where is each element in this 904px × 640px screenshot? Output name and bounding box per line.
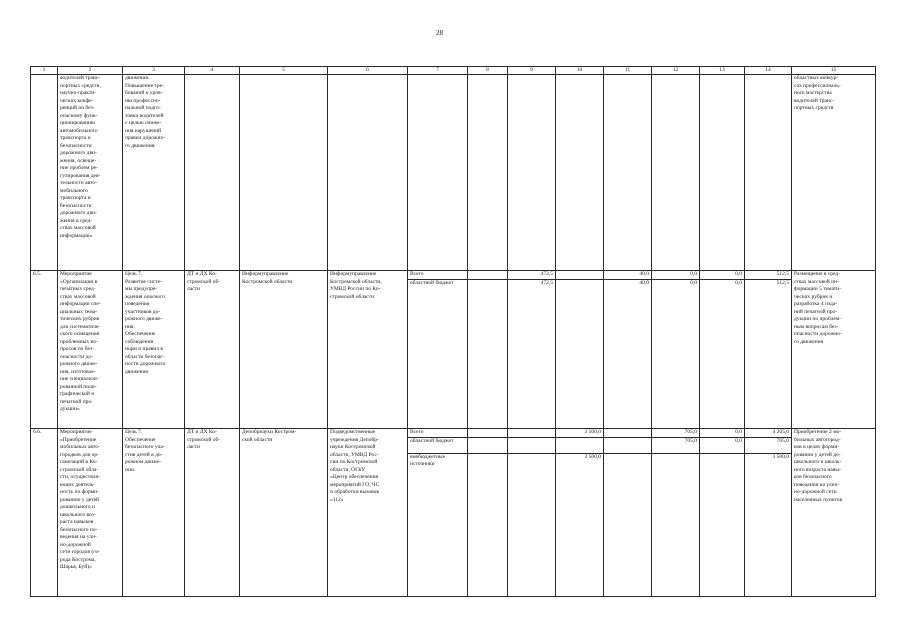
amount-c12-value: 0,0 (690, 279, 697, 286)
amount-c14-value: 512,5 (745, 271, 791, 280)
measure-name: Мероприятие «Организация в печатных сред- ствах массовой информации спе- циальных тема- тических рубрик для систематиче- ского освещения проблемных во- просов по без- опасности до- рожного движе- ния, изготовле- ние специализи- рованной поли- графической и печатной про- дукции» (58, 271, 123, 429)
amount-c8 (468, 429, 508, 597)
funding-source (408, 271, 468, 429)
amount-c12 (652, 75, 700, 271)
amount-c9 (508, 429, 556, 597)
measure-goal: Цель 7. Обеспечение безопасного уча- стия детей в до- рожном движе- нии. (123, 429, 185, 597)
amount-c10 (556, 75, 604, 271)
funding-source-value: Всего (408, 271, 467, 280)
column-header-2: 2 (58, 67, 123, 75)
amount-c11-value (604, 429, 651, 438)
measure-number: 6.6. (31, 429, 58, 597)
column-number-row (31, 67, 876, 75)
table-row (31, 429, 876, 597)
program-table (30, 66, 876, 597)
amount-c13-value (700, 454, 744, 469)
amount-c11-value (604, 454, 651, 469)
funding-source (408, 429, 468, 597)
funding-source-value: областной бюджет (408, 438, 467, 454)
amount-c12 (652, 271, 700, 429)
measure-number (31, 75, 58, 271)
amount-c13-value: 0,0 (700, 271, 744, 280)
expected-result: Размещение в сред- ствах массовой ин- формации 5 темати- ческих рубрик и разработка 4 изда- ний печатной про- дукции по проблем- ным вопросам без- опасности дорожно- го движения (792, 271, 876, 429)
table-row (31, 75, 876, 271)
funding-source-value: Всего (408, 429, 467, 438)
funding-source-value: областной бюджет (410, 279, 454, 286)
amount-c8-value (468, 271, 507, 280)
column-header-3: 3 (123, 67, 185, 75)
amount-c12-value: 0,0 (652, 271, 699, 280)
funding-source-value: внебюджетные источники (410, 453, 446, 467)
column-header-6: 6 (328, 67, 408, 75)
funding-source (408, 75, 468, 271)
column-header-1: 1 (31, 67, 58, 75)
amount-c11 (604, 271, 652, 429)
amount-c12-value: 705,0 (652, 429, 699, 438)
amount-c8-value (468, 280, 507, 295)
participants: Информуправление Костромской области, УМВД России по Ко- стромской области (328, 271, 408, 429)
amount-c14-value: 705,0 (745, 438, 791, 454)
amount-c14-value: 4 205,0 (745, 429, 791, 438)
measure-name: Мероприятие «Приобретение мобильных авто- городков для ор- ганизаций в Ко- стромской обла- сти, осуществля- ющих деятель- ность по форми- рованию у детей дошкольного и школьного воз- раста навыков безопасного по- ведения на ули- но-дорожной сети городов (го- рода Кострома, Шарья, Буй)» (58, 429, 123, 597)
column-header-9: 9 (508, 67, 556, 75)
amount-c9-value: 472,5 (540, 279, 553, 286)
expected-result: Приобретение 2 мо- бильных автогород- ков в целях форми- ровании у детей до- школьного и школь- ного возраста навы- ков безопасного поведения на улич- но-дорожной сети населенных пунктов (792, 429, 876, 597)
coordinator (185, 75, 240, 271)
amount-c14-value: 512,5 (776, 279, 789, 286)
amount-c10 (556, 429, 604, 597)
amount-c8 (468, 271, 508, 429)
amount-c11-value (604, 438, 651, 454)
amount-c13-value: 0,0 (700, 438, 744, 454)
amount-c13 (700, 429, 745, 597)
amount-c14 (745, 75, 792, 271)
amount-c10 (556, 271, 604, 429)
column-header-4: 4 (185, 67, 240, 75)
column-header-13: 13 (700, 67, 745, 75)
amount-c10-value (556, 280, 603, 295)
amount-c9 (508, 271, 556, 429)
amount-c10-value: 3 500,0 (556, 429, 603, 438)
executor (240, 75, 328, 271)
amount-c8 (468, 75, 508, 271)
column-header-5: 5 (240, 67, 328, 75)
amount-c12-value (652, 454, 699, 469)
amount-c13 (700, 75, 745, 271)
measure-goal: движения. Повышение тре- бований к уров- ню профессио- нальной подго- товки водителей с целью сниже- ния нарушений правил дорожно- го движения. (123, 75, 185, 271)
amount-c8-value (468, 438, 507, 454)
amount-c13 (700, 271, 745, 429)
amount-c9-value (508, 429, 555, 438)
amount-c9 (508, 75, 556, 271)
column-header-8: 8 (468, 67, 508, 75)
measure-name: водителей транс- портных средств, научно-практи- ческих конфе- ренций по без- опасному функ- ционированию автомобильного транспорта и безопасности дорожного дви- жения, освеще- ние проблем ре- гулирования дея- тельности авто- мобильного транспорта и безопасности дорожного дви- жения в сред- ствах массовой информации» (58, 75, 123, 271)
amount-c9-value (508, 454, 555, 469)
measure-number: 6.5. (31, 271, 58, 429)
amount-c8-value (468, 429, 507, 438)
amount-c12-value: 705,0 (652, 438, 699, 454)
amount-c11 (604, 429, 652, 597)
amount-c9-value: 472,5 (508, 271, 555, 280)
participants: Подведомственные учреждения Депобр- науки Костромской области, УМВД Рос- сии по Костромской области, ОГБУ «Центр обеспечения мероприятий ГО, ЧС и обработки вызовов «112» (328, 429, 408, 597)
amount-c12 (652, 429, 700, 597)
amount-c10-value (556, 438, 603, 454)
coordinator: ДТ и ДХ Ко- стромской об- ласти (185, 429, 240, 597)
coordinator: ДТ и ДХ Ко- стромской об- ласти (185, 271, 240, 429)
amount-c8-value (468, 454, 507, 469)
amount-c13-value: 0,0 (735, 279, 742, 286)
amount-c11 (604, 75, 652, 271)
table-row (31, 271, 876, 429)
amount-c10-value: 3 500,0 (584, 453, 601, 460)
page-number: 28 (436, 29, 443, 37)
column-header-7: 7 (408, 67, 468, 75)
executor: Депобрнауки Костром- ской области (240, 429, 328, 597)
column-header-15: 15 (792, 67, 876, 75)
column-header-12: 12 (652, 67, 700, 75)
amount-c11-value: 40,0 (639, 279, 649, 286)
amount-c11-value: 40,0 (604, 271, 651, 280)
column-header-14: 14 (745, 67, 792, 75)
expected-result: областных конкур- сах профессиональ- ного мастерства водителей транс- портных средств (792, 75, 876, 271)
amount-c9-value (508, 438, 555, 454)
column-header-10: 10 (556, 67, 604, 75)
participants (328, 75, 408, 271)
column-header-11: 11 (604, 67, 652, 75)
amount-c13-value: 0,0 (700, 429, 744, 438)
amount-c14-value: 3 500,0 (772, 453, 789, 460)
amount-c14 (745, 271, 792, 429)
executor: Информуправление Костромской области (240, 271, 328, 429)
amount-c10-value (556, 271, 603, 280)
amount-c14 (745, 429, 792, 597)
measure-goal: Цель 7. Развитие систе- мы предупре- ждения опасного поведения участников до- рожного движе- ния. Обеспечение соблюдения норм и правил в области безопас- ности дорожного движения (123, 271, 185, 429)
